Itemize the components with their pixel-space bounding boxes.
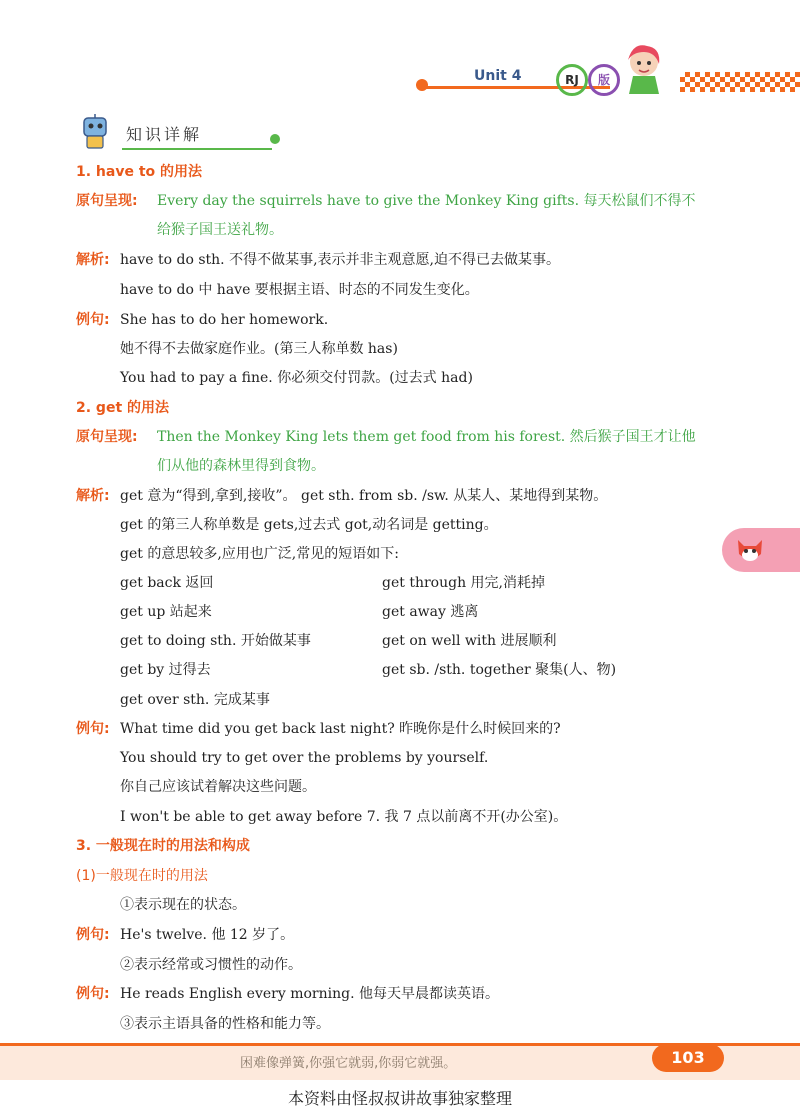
phrase-left-3: get to doing sth. 开始做某事 [120,633,311,649]
section-title-label: 知识详解 [126,125,203,144]
header-dot [416,79,428,91]
section-title-underline [122,148,272,150]
phrase-left-2: get up 站起来 [120,604,212,620]
section-title-dot [270,134,280,144]
side-tab [722,528,800,572]
page-header [0,0,800,110]
label-example: 例句: [76,986,110,1002]
heading-get: 2. get 的用法 [76,400,170,416]
s2-example-line-1: What time did you get back last night? 昨晚你是什么时候回来的? [120,721,561,737]
s3-item-2: ②表示经常或习惯性的动作。 [120,957,302,973]
s3-item-3: ③表示主语具备的性格和能力等。 [120,1016,330,1032]
s2-analysis-line-2: get 的第三人称单数是 gets,过去式 got,动名词是 getting。 [120,517,498,533]
phrase-right-3: get on well with 进展顺利 [382,633,557,649]
label-original-sentence: 原句呈现: [76,193,138,209]
label-example: 例句: [76,312,110,328]
heading-have-to: 1. have to 的用法 [76,164,203,180]
phrase-left-4: get by 过得去 [120,662,211,678]
s3-item-1: ①表示现在的状态。 [120,897,246,913]
s2-analysis-line-3: get 的意思较多,应用也广泛,常见的短语如下: [120,546,399,562]
unit-label: Unit 4 [474,68,522,84]
fox-mascot-icon [734,534,766,566]
section-title [74,114,254,150]
label-analysis: 解析: [76,488,110,504]
subheading-usage: (1)一般现在时的用法 [76,868,208,884]
phrase-left-5: get over sth. 完成某事 [120,692,270,708]
s1-example-line-1: She has to do her homework. [120,312,329,328]
s1-example-line-3: You had to pay a fine. 你必须交付罚款。(过去式 had) [120,370,473,386]
s2-example-line-4: I won't be able to get away before 7. 我 7 点以前离不开(办公室)。 [120,809,568,825]
phrase-right-4: get sb. /sth. together 聚集(人、物) [382,662,617,678]
heading-simple-present: 3. 一般现在时的用法和构成 [76,838,250,854]
s2-example-line-2: You should try to get over the problems by yourself. [120,750,489,766]
s1-analysis-line-2: have to do 中 have 要根据主语、时态的不同发生变化。 [120,282,479,298]
phrase-right-2: get away 逃离 [382,604,479,620]
s3-example-1: He's twelve. 他 12 岁了。 [120,927,295,943]
s2-original-line-2: 们从他的森林里得到食物。 [157,458,325,474]
phrase-right-1: get through 用完,消耗掉 [382,575,545,591]
robot-mascot-icon [74,114,118,150]
s1-original-line-1: Every day the squirrels have to give the Monkey King gifts. 每天松鼠们不得不 [157,193,696,209]
label-analysis: 解析: [76,252,110,268]
s3-example-2: He reads English every morning. 他每天早晨都读英语。 [120,986,499,1002]
girl-mascot-icon [615,40,673,94]
s2-original-line-1: Then the Monkey King lets them get food from his forest. 然后猴子国王才让他 [157,429,696,445]
s2-analysis-line-1: get 意为“得到,拿到,接收”。 get sth. from sb. /sw. 从某人、某地得到某物。 [120,488,608,504]
label-example: 例句: [76,721,110,737]
footer-motto: 困难像弹簧,你强它就弱,你弱它就强。 [240,1056,457,1071]
s1-example-line-2: 她不得不去做家庭作业。(第三人称单数 has) [120,341,398,357]
label-example: 例句: [76,927,110,943]
checker-decoration [680,72,800,92]
phrase-left-1: get back 返回 [120,575,214,591]
page-number: 103 [652,1044,724,1072]
s2-example-line-3: 你自己应该试着解决这些问题。 [120,779,316,795]
label-original-sentence: 原句呈现: [76,429,138,445]
s1-original-line-2: 给猴子国王送礼物。 [157,222,283,238]
s1-analysis-line-1: have to do sth. 不得不做某事,表示并非主观意愿,迫不得已去做某事。 [120,252,560,268]
compiler-note: 本资料由怪叔叔讲故事独家整理 [287,1089,512,1108]
edition-badge-rj: RJ [556,64,588,96]
edition-badge-ban: 版 [588,64,620,96]
